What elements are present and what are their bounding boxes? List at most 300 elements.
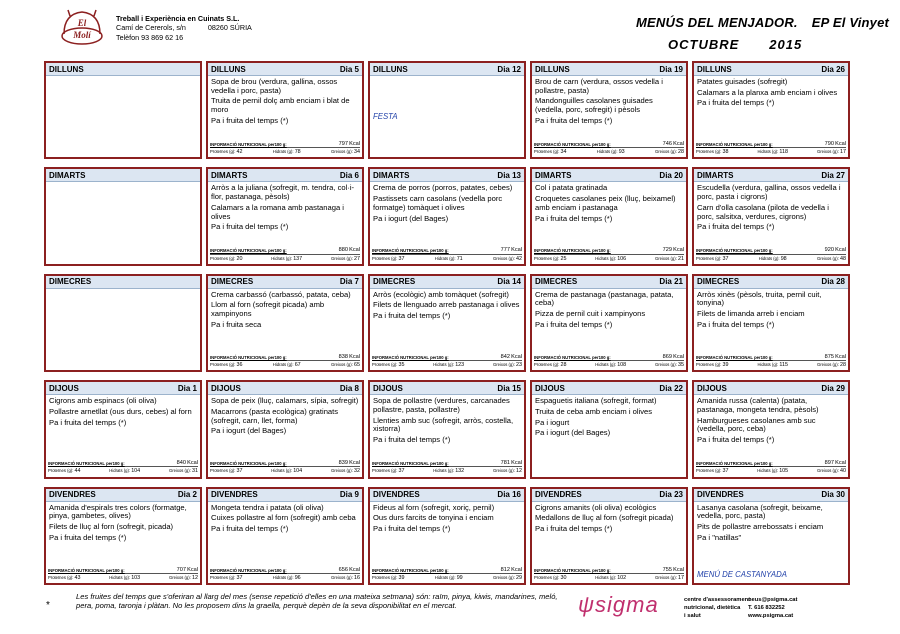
special-note: FESTA [373, 112, 398, 121]
dish-item: Cuixes pollastre al forn (sofregit) amb ceba [211, 513, 356, 523]
kcal-value-wrap [339, 354, 360, 360]
day-header [46, 382, 200, 395]
kcal-value: 875 [824, 353, 834, 360]
fat-wrap [331, 362, 360, 368]
nutrition-label: INFORMACIÓ NUTRICIONAL per100 g: [210, 248, 287, 254]
kcal-value: 897 [824, 460, 834, 467]
dish-item: Patates guisades (sofregit) [697, 77, 788, 86]
dish-item: Pits de pollastre arrebossats i enciam [697, 521, 824, 531]
day-header [694, 63, 848, 76]
nutrition-label: INFORMACIÓ NUTRICIONAL per100 g: [534, 248, 611, 254]
nutrition-label: INFORMACIÓ NUTRICIONAL per100 g: [696, 461, 773, 467]
kcal-value: 838 [338, 353, 348, 360]
dish-item: Sopa de brou (verdura, gallina, ossos vedella i porc, pasta) [211, 77, 338, 95]
protein-value: 35 [398, 361, 405, 368]
dish-item: Llenties amb suc (sofregit, arròs, costella, xistorra) [373, 415, 514, 434]
day-header [370, 276, 524, 289]
carbs-value: 118 [779, 149, 788, 156]
kcal-unit: Kcal [349, 140, 360, 147]
kcal-value: 755 [662, 566, 672, 573]
day-header [532, 382, 686, 395]
protein-value: 43 [74, 574, 81, 581]
fat-wrap [169, 575, 198, 581]
menu-grid [44, 61, 852, 583]
dish-item: Pa i fruita del temps (*) [697, 319, 775, 329]
fat-value: 17 [839, 149, 846, 156]
carbs-label: Hidrats (g): [757, 468, 779, 474]
dish-item: Espaguetis italiana (sofregit, format) [535, 396, 657, 406]
kcal-value: 656 [338, 566, 348, 573]
kcal-value: 707 [176, 566, 186, 573]
weekday-label: DILLUNS [211, 64, 246, 74]
nutrition-info [696, 141, 846, 155]
kcal-value-wrap [501, 567, 522, 573]
fat-value: 28 [677, 149, 684, 156]
kcal-value-wrap [663, 354, 684, 360]
nutrition-label: INFORMACIÓ NUTRICIONAL per100 g: [210, 461, 287, 467]
carbs-label: Hidrats (g): [595, 255, 617, 261]
menu-day-cell [44, 487, 202, 585]
carbs-label: Hidrats (g): [272, 149, 294, 155]
protein-wrap [372, 468, 405, 474]
day-header [46, 63, 200, 76]
carbs-wrap [109, 468, 140, 474]
kcal-value: 777 [500, 247, 510, 254]
carbs-value: 137 [293, 255, 303, 262]
fat-label: Greixos (g): [816, 149, 839, 155]
protein-value: 39 [398, 574, 405, 581]
dish-item: Fideus al forn (sofregit, xoriç, pernil) [373, 502, 495, 512]
day-header [208, 63, 362, 76]
kcal-unit: Kcal [349, 460, 360, 467]
fat-value: 17 [677, 574, 684, 581]
kcal-value: 797 [338, 140, 348, 147]
carbs-label: Hidrats (g): [595, 361, 617, 367]
dish-item: Lasanya casolana (sofregit, beixame, vedella, porc, pasta) [697, 502, 823, 521]
dish-item: Calamars a la planxa amb enciam i olives [697, 87, 838, 97]
protein-label: Proteïnes (g): [534, 361, 560, 367]
nutrition-info [210, 460, 360, 474]
date-label: Dia 16 [497, 490, 521, 500]
carbs-label: Hidrats (g): [433, 361, 455, 367]
fat-wrap [655, 256, 684, 262]
menu-day-cell [44, 380, 202, 478]
weekday-label: DILLUNS [49, 64, 84, 74]
carbs-label: Hidrats (g): [271, 255, 293, 261]
dish-item: Cigrons amb espinacs (oli oliva) [49, 396, 157, 406]
carbs-value: 108 [617, 361, 627, 368]
protein-label: Proteïnes (g): [696, 255, 722, 261]
kcal-value: 839 [338, 460, 348, 467]
date-label: Dia 2 [177, 490, 197, 500]
protein-wrap [210, 149, 243, 155]
dish-item: Macarrons (pasta ecològica) gratinats (sofregit, carn, llet, forma) [211, 406, 339, 425]
date-label: Dia 20 [659, 170, 683, 180]
dish-item: Medallons de lluç al forn (sofregit picada) [535, 513, 674, 523]
protein-value: 36 [236, 361, 243, 368]
protein-wrap [210, 575, 243, 581]
nutrition-label: INFORMACIÓ NUTRICIONAL per100 g: [210, 567, 287, 573]
protein-label: Proteïnes (g): [210, 468, 236, 474]
menu-day-cell [530, 274, 688, 372]
day-header [532, 489, 686, 502]
weekday-label: DIVENDRES [373, 490, 420, 500]
kcal-value-wrap [339, 247, 360, 253]
dish-item: Brou de carn (verdura, ossos vedella i pollastre, pasta) [535, 77, 663, 95]
dish-item: Pa i fruita del temps (*) [535, 115, 613, 125]
nutrition-info [372, 354, 522, 368]
kcal-value-wrap [663, 567, 684, 573]
protein-label: Proteïnes (g): [534, 149, 560, 155]
footnote-star: * [46, 600, 50, 611]
menu-day-cell [368, 380, 526, 478]
protein-wrap [534, 256, 567, 262]
nutrition-label: INFORMACIÓ NUTRICIONAL per100 g: [372, 461, 449, 467]
company-address-row [116, 23, 252, 32]
date-label: Dia 6 [339, 170, 359, 180]
carbs-label: Hidrats (g): [757, 361, 779, 367]
date-label: Dia 22 [659, 383, 683, 393]
kcal-value: 790 [824, 140, 834, 147]
dish-item: Pollastre arnetllat (ous durs, cebes) al forn [49, 406, 192, 416]
dish-item: Pa i fruita del temps (*) [211, 523, 289, 533]
protein-label: Proteïnes (g): [372, 468, 398, 474]
carbs-value: 104 [293, 468, 303, 475]
fat-wrap [331, 468, 360, 474]
fat-value: 48 [839, 255, 846, 262]
menu-title-main: MENÚS DEL MENJADOR. [636, 15, 798, 30]
fat-label: Greixos (g): [330, 255, 353, 261]
menu-day-cell [44, 61, 202, 159]
fat-label: Greixos (g): [816, 255, 839, 261]
day-header [370, 169, 524, 182]
protein-wrap [696, 149, 729, 155]
date-label: Dia 23 [659, 490, 683, 500]
date-label: Dia 8 [339, 383, 359, 393]
carbs-wrap [271, 256, 302, 262]
kcal-value-wrap [663, 141, 684, 147]
carbs-value: 104 [131, 468, 141, 475]
carbs-value: 99 [456, 574, 463, 581]
carbs-wrap [273, 362, 301, 368]
protein-label: Proteïnes (g): [210, 361, 236, 367]
psigma-desc-line: centre d'assessorament [684, 597, 751, 603]
fat-value: 42 [515, 255, 522, 262]
menu-day-cell [368, 274, 526, 372]
carbs-wrap [273, 149, 301, 155]
menu-day-cell [692, 380, 850, 478]
protein-wrap [372, 256, 405, 262]
menu-day-cell [368, 487, 526, 585]
kcal-unit: Kcal [835, 353, 846, 360]
fat-wrap [817, 149, 846, 155]
nutrition-label: INFORMACIÓ NUTRICIONAL per100 g: [534, 141, 611, 147]
date-label: Dia 1 [177, 383, 197, 393]
weekday-label: DIJOUS [211, 383, 241, 393]
protein-value: 30 [560, 574, 567, 581]
nutrition-label: INFORMACIÓ NUTRICIONAL per100 g: [210, 141, 287, 147]
fat-value: 29 [515, 574, 522, 581]
carbs-value: 98 [780, 255, 787, 262]
fat-value: 40 [839, 468, 846, 475]
dish-item: Pa i fruita del temps (*) [373, 434, 451, 444]
fat-label: Greixos (g): [492, 361, 515, 367]
carbs-wrap [597, 149, 625, 155]
carbs-value: 132 [455, 468, 465, 475]
dish-item: Pa i fruita del temps (*) [211, 222, 289, 232]
fat-wrap [331, 149, 360, 155]
dish-item: Col i patata gratinada [535, 183, 608, 193]
dish-item: Crema de porros (porros, patates, cebes) [373, 183, 513, 193]
fat-value: 16 [353, 574, 360, 581]
protein-wrap [696, 468, 729, 474]
dish-item: Mongeta tendra i patata (oli oliva) [211, 502, 324, 512]
carbs-wrap [595, 362, 626, 368]
nutrition-info [372, 460, 522, 474]
menu-day-cell [206, 380, 364, 478]
footnote-text: Les fruites del temps que s'oferiran al llarg del mes (sense repetició d'elles en una mateixa setmana) són: raïm, pinya, kiwis, mandarines, meló, pera, poma, taronja i plàtan. No les proposem dins la graella, perquè depèn de la seva disponibilitat en el mercat. [76, 592, 558, 611]
psigma-logo: ψsigma [578, 592, 659, 617]
protein-wrap [210, 362, 243, 368]
kcal-unit: Kcal [349, 566, 360, 573]
carbs-value: 78 [294, 149, 301, 156]
kcal-value-wrap [501, 354, 522, 360]
day-header [532, 63, 686, 76]
weekday-label: DIMARTS [373, 170, 410, 180]
carbs-wrap [435, 575, 463, 581]
carbs-value: 71 [456, 255, 463, 262]
carbs-wrap [433, 362, 464, 368]
nutrition-info [534, 247, 684, 261]
fat-label: Greixos (g): [654, 255, 677, 261]
carbs-label: Hidrats (g): [271, 468, 293, 474]
fat-wrap [169, 468, 198, 474]
carbs-wrap [435, 256, 463, 262]
protein-value: 20 [236, 255, 243, 262]
dish-item: Filets de llenguado arreb pastanaga i olives [373, 300, 520, 310]
dish-item: Pa i fruita del temps (*) [49, 532, 127, 542]
kcal-unit: Kcal [835, 140, 846, 147]
fat-label: Greixos (g): [330, 149, 353, 155]
carbs-label: Hidrats (g): [434, 255, 456, 261]
menu-day-cell [44, 274, 202, 372]
date-label: Dia 9 [339, 490, 359, 500]
nutrition-info [210, 354, 360, 368]
weekday-label: DIJOUS [697, 383, 727, 393]
fat-wrap [655, 575, 684, 581]
fat-wrap [817, 468, 846, 474]
fat-value: 23 [515, 361, 522, 368]
protein-value: 38 [722, 149, 729, 156]
protein-label: Proteïnes (g): [372, 255, 398, 261]
protein-label: Proteïnes (g): [372, 361, 398, 367]
protein-value: 39 [722, 361, 729, 368]
carbs-label: Hidrats (g): [596, 149, 618, 155]
carbs-wrap [757, 468, 788, 474]
protein-label: Proteïnes (g): [696, 468, 722, 474]
nutrition-info [210, 247, 360, 261]
protein-value: 44 [74, 468, 81, 475]
protein-label: Proteïnes (g): [534, 574, 560, 580]
carbs-label: Hidrats (g): [434, 574, 456, 580]
date-label: Dia 15 [497, 383, 521, 393]
carbs-wrap [758, 362, 788, 368]
menu-day-cell [206, 61, 364, 159]
fat-label: Greixos (g): [816, 361, 839, 367]
day-header [46, 489, 200, 502]
fat-label: Greixos (g): [330, 574, 353, 580]
kcal-value-wrap [501, 460, 522, 466]
day-header [694, 382, 848, 395]
dish-item: Pa i fruita seca [211, 319, 262, 329]
dish-item: Crema carbassó (carbassó, patata, ceba) [211, 289, 351, 299]
nutrition-info [372, 247, 522, 261]
menu-day-cell [206, 487, 364, 585]
day-header [46, 169, 200, 182]
psigma-email[interactable]: neus@psigma.cat [748, 597, 798, 603]
fat-wrap [331, 256, 360, 262]
fat-wrap [817, 362, 846, 368]
nutrition-info [534, 354, 684, 368]
protein-wrap [534, 362, 567, 368]
page-header [0, 0, 900, 62]
fat-label: Greixos (g): [492, 468, 515, 474]
day-header [694, 489, 848, 502]
fat-label: Greixos (g): [654, 149, 677, 155]
date-label: Dia 28 [821, 277, 845, 287]
weekday-label: DIVENDRES [535, 490, 582, 500]
carbs-value: 106 [617, 255, 627, 262]
fat-wrap [655, 362, 684, 368]
protein-value: 28 [560, 361, 567, 368]
kcal-value-wrap [339, 567, 360, 573]
fat-value: 12 [515, 468, 522, 475]
weekday-label: DILLUNS [373, 64, 408, 74]
carbs-wrap [433, 468, 464, 474]
dish-item: Pa i fruita del temps (*) [697, 222, 775, 232]
fat-value: 12 [191, 574, 198, 581]
protein-label: Proteïnes (g): [372, 574, 398, 580]
nutrition-label: INFORMACIÓ NUTRICIONAL per100 g: [372, 248, 449, 254]
nutrition-label: INFORMACIÓ NUTRICIONAL per100 g: [372, 567, 449, 573]
protein-label: Proteïnes (g): [48, 468, 74, 474]
dish-item: Croquetes casolanes peix (lluç, beixamel) amb enciam i pastanaga [535, 194, 676, 212]
kcal-value: 880 [338, 247, 348, 254]
carbs-label: Hidrats (g): [595, 574, 617, 580]
fat-wrap [493, 256, 522, 262]
carbs-value: 123 [455, 361, 465, 368]
dish-item: Hamburgueses casolanes amb suc (vedella, porc, ceba) [697, 415, 816, 434]
kcal-unit: Kcal [835, 460, 846, 467]
fat-value: 31 [191, 468, 198, 475]
date-label: Dia 29 [821, 383, 845, 393]
psigma-phone: T. 616 832252 [748, 605, 785, 611]
fat-value: 27 [353, 255, 360, 262]
protein-wrap [48, 575, 81, 581]
menu-day-cell [206, 274, 364, 372]
svg-text:El: El [77, 18, 87, 28]
fat-label: Greixos (g): [330, 468, 353, 474]
fat-value: 34 [353, 149, 360, 156]
nutrition-info [210, 141, 360, 155]
dish-item: Pa i iogurt (del Bages) [535, 428, 611, 438]
dish-item: Pa i fruita del temps (*) [535, 319, 613, 329]
fat-value: 35 [677, 361, 684, 368]
dish-item: Pa i fruita del temps (*) [697, 434, 775, 444]
carbs-wrap [595, 575, 626, 581]
kcal-unit: Kcal [511, 247, 522, 254]
dish-item: Filets de lluç al forn (sofregit, picada) [49, 521, 174, 531]
dish-item: Sopa de peix (lluç, calamars, sípia, sofregit) [211, 396, 359, 406]
fat-label: Greixos (g): [654, 361, 677, 367]
fat-label: Greixos (g): [168, 468, 191, 474]
protein-wrap [696, 362, 729, 368]
carbs-wrap [109, 575, 140, 581]
date-label: Dia 5 [339, 64, 359, 74]
day-header [694, 276, 848, 289]
date-label: Dia 13 [497, 170, 521, 180]
nutrition-info [534, 567, 684, 581]
menu-day-cell [692, 274, 850, 372]
carbs-wrap [595, 256, 626, 262]
weekday-label: DIMARTS [49, 170, 86, 180]
menu-day-cell [206, 167, 364, 265]
dish-item: Pa i iogurt (del Bages) [373, 213, 449, 223]
day-header [46, 276, 200, 289]
menu-title [636, 15, 889, 30]
menu-month [668, 37, 802, 52]
protein-label: Proteïnes (g): [696, 149, 722, 155]
svg-text:Molí: Molí [73, 30, 91, 40]
dish-item: Crema de pastanaga (pastanaga, patata, ceba) [535, 289, 674, 308]
nutrition-label: INFORMACIÓ NUTRICIONAL per100 g: [696, 141, 773, 147]
day-header [370, 489, 524, 502]
dish-item: Pa i fruita del temps (*) [49, 417, 127, 427]
dish-item: Calamars a la romana amb pastanaga i olives [211, 202, 344, 221]
fat-wrap [817, 256, 846, 262]
psigma-web[interactable]: www.psigma.cat [748, 613, 794, 619]
company-zip: 08260 SÚRIA [207, 23, 252, 33]
protein-wrap [696, 256, 729, 262]
nutrition-info [696, 247, 846, 261]
fat-value: 32 [353, 468, 360, 475]
weekday-label: DIMECRES [373, 277, 416, 287]
kcal-value-wrap [663, 247, 684, 253]
carbs-label: Hidrats (g): [757, 149, 779, 155]
fat-wrap [493, 362, 522, 368]
dish-item: Escudella (verdura, gallina, ossos vedella i porc, pasta i cigrons) [697, 183, 841, 202]
nutrition-label: INFORMACIÓ NUTRICIONAL per100 g: [48, 567, 125, 573]
psigma-description [684, 596, 750, 620]
date-label: Dia 12 [497, 64, 521, 74]
nutrition-info [696, 460, 846, 474]
dish-item: Ous durs farcits de tonyina i enciam [373, 513, 494, 523]
kcal-value-wrap [339, 141, 360, 147]
weekday-label: DIMARTS [535, 170, 572, 180]
protein-value: 37 [722, 255, 729, 262]
date-label: Dia 27 [821, 170, 845, 180]
kcal-value-wrap [177, 567, 198, 573]
weekday-label: DIJOUS [535, 383, 565, 393]
day-header [532, 276, 686, 289]
weekday-label: DIMECRES [49, 277, 92, 287]
kcal-unit: Kcal [187, 460, 198, 467]
carbs-value: 102 [617, 574, 627, 581]
fat-value: 65 [353, 361, 360, 368]
kcal-value: 920 [824, 247, 834, 254]
date-label: Dia 14 [497, 277, 521, 287]
fat-label: Greixos (g): [492, 255, 515, 261]
